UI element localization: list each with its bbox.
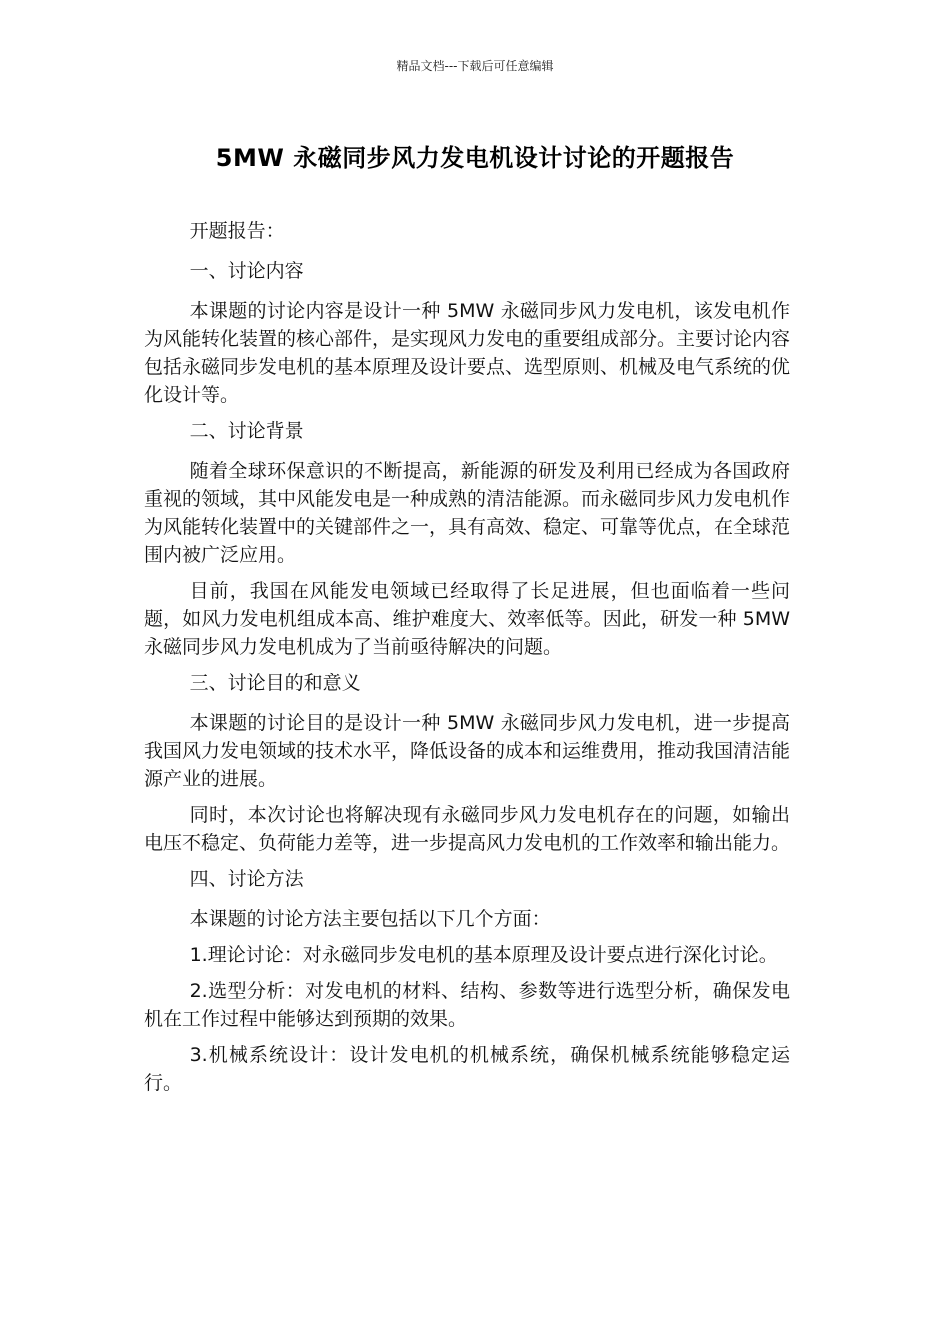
list-item: 1.理论讨论：对永磁同步发电机的基本原理及设计要点进行深化讨论。: [189, 944, 778, 966]
section-heading-content: 一、讨论内容: [189, 260, 304, 282]
paragraph: 目前，我国在风能发电领域已经取得了长足进展，但也面临着一些问题，如风力发电机组成本高、维护难度大、效率低等。因此，研发一种 5MW 永磁同步风力发电机成为了当前亟待解决的问题。: [144, 580, 790, 658]
section-heading-method: 四、讨论方法: [189, 868, 304, 890]
intro-label: 开题报告：: [189, 220, 285, 242]
paragraph: 同时，本次讨论也将解决现有永磁同步风力发电机存在的问题，如输出电压不稳定、负荷能力差等，进一步提高风力发电机的工作效率和输出能力。: [144, 804, 791, 854]
header-note: 精品文档---下载后可任意编辑: [396, 59, 554, 73]
document-body: [144, 217, 790, 1105]
paragraph: 本课题的讨论目的是设计一种 5MW 永磁同步风力发电机，进一步提高我国风力发电领域的技术水平，降低设备的成本和运维费用，推动我国清洁能源产业的进展。: [144, 712, 791, 790]
list-item: 2.选型分析：对发电机的材料、结构、参数等进行选型分析，确保发电机在工作过程中能够达到预期的效果。: [144, 980, 790, 1030]
section-heading-purpose: 三、讨论目的和意义: [189, 672, 361, 694]
paragraph: 随着全球环保意识的不断提高，新能源的研发及利用已经成为各国政府重视的领域，其中风能发电是一种成熟的清洁能源。而永磁同步风力发电机作为风能转化装置中的关键部件之一，具有高效、稳定、可靠等优点，在全球范围内被广泛应用。: [144, 460, 791, 566]
section-heading-background: 二、讨论背景: [189, 420, 304, 442]
paragraph: 本课题的讨论方法主要包括以下几个方面：: [189, 908, 551, 930]
list-item: 3.机械系统设计：设计发电机的机械系统，确保机械系统能够稳定运行。: [144, 1044, 790, 1094]
document-title: 5MW 永磁同步风力发电机设计讨论的开题报告: [215, 144, 735, 172]
paragraph: 本课题的讨论内容是设计一种 5MW 永磁同步风力发电机，该发电机作为风能转化装置的核心部件，是实现风力发电的重要组成部分。主要讨论内容包括永磁同步发电机的基本原理及设计要点、选型原则、机械及电气系统的优化设计等。: [144, 300, 791, 406]
